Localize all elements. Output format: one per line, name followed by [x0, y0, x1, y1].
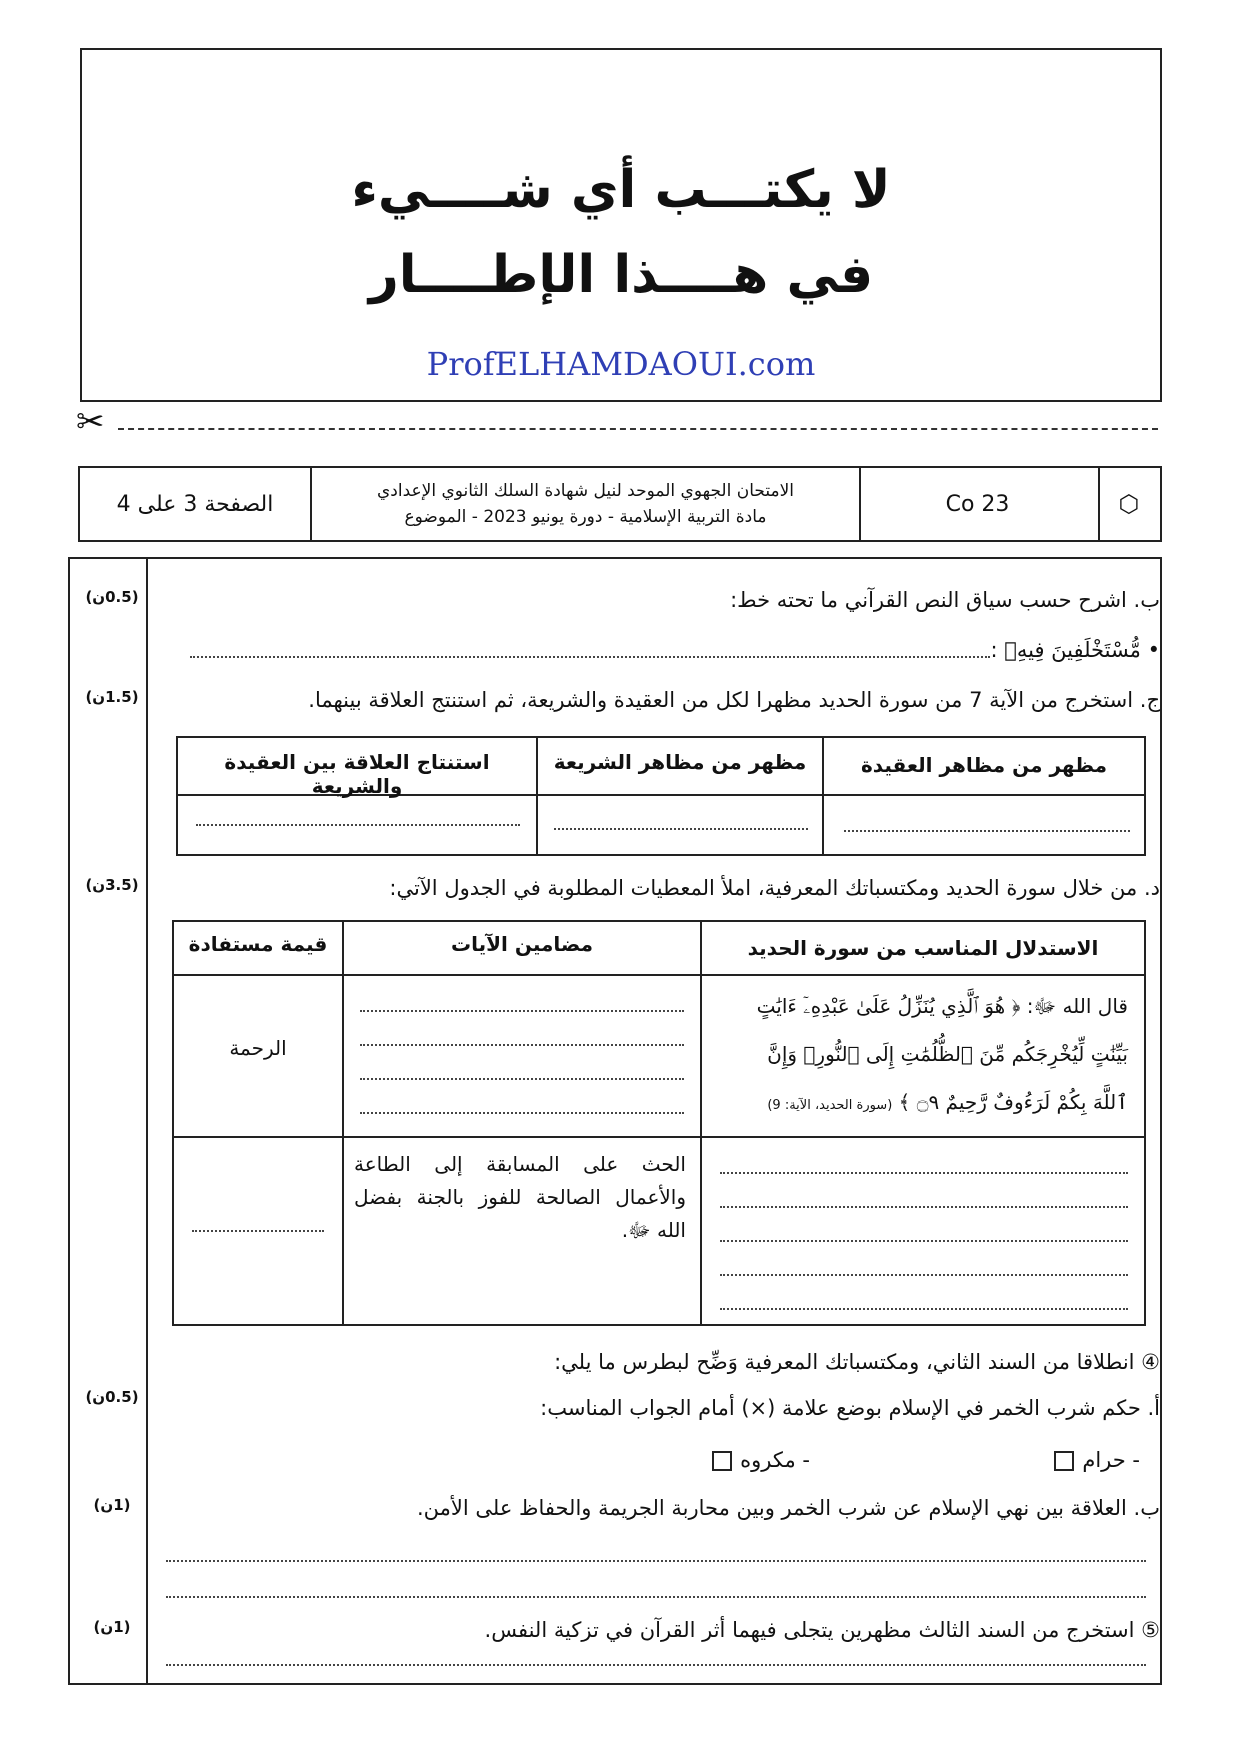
row1-verse-line3-wrap — [767, 1090, 1128, 1114]
table1-header-aqida: مظهر من مظاهر العقيدة — [860, 753, 1108, 777]
answer-line-5[interactable] — [166, 1664, 1146, 1666]
option-haram-label: - حرام — [1082, 1448, 1140, 1472]
points-q5: (1ن) — [93, 1618, 131, 1636]
row2-value-answer[interactable] — [192, 1230, 324, 1232]
row1-value: الرحمة — [229, 1036, 287, 1060]
row2-evidence-line1[interactable] — [720, 1172, 1128, 1174]
do-not-write-line2: في هــــذا الإطــــار — [368, 245, 874, 305]
points-c: (1.5ن) — [85, 688, 139, 706]
table1-answer-sharia[interactable] — [554, 828, 808, 830]
row1-verse-line2: بَيِّنَٰتٍ لِّيُخْرِجَكُم مِّنَ ٱلظُّلُمَٰتِ إِلَى ٱلنُّورِۚ وَإِنَّ — [767, 1042, 1128, 1066]
question-d: د. من خلال سورة الحديد ومكتسباتك المعرفية، املأ المعطيات المطلوبة في الجدول الآتي: — [389, 876, 1160, 900]
row1-verse-line3: ٱللَّهَ بِكُمْ لَرَءُوفٌ رَّحِيمٌ ۝٩ ﴾ — [898, 1090, 1128, 1114]
row2-evidence-line5[interactable] — [720, 1308, 1128, 1310]
question-b: ب. اشرح حسب سياق النص القرآني ما تحته خط: — [730, 588, 1160, 612]
points-d: (3.5ن) — [85, 876, 139, 894]
table1-answer-relation[interactable] — [196, 824, 520, 826]
option-makruh[interactable] — [704, 1448, 810, 1472]
table1-answer-aqida[interactable] — [844, 830, 1130, 832]
question-4a: أ. حكم شرب الخمر في الإسلام بوضع علامة (×) أمام الجواب المناسب: — [540, 1396, 1160, 1420]
row2-evidence-line3[interactable] — [720, 1240, 1128, 1242]
table1-header-sharia: مظهر من مظاهر الشريعة — [553, 750, 807, 774]
row1-content-line1[interactable] — [360, 1010, 684, 1012]
hexagon-icon: ⬡ — [1118, 490, 1140, 518]
row1-verse-reference: (سورة الحديد، الآية: 9) — [767, 1098, 893, 1113]
checkbox-makruh[interactable] — [712, 1451, 732, 1471]
table-aqida-sharia — [176, 736, 1146, 856]
watermark: ProfELHAMDAOUI.com — [426, 345, 816, 383]
question-4b: ب. العلاقة بين نهي الإسلام عن شرب الخمر وبين محاربة الجريمة والحفاظ على الأمن. — [417, 1496, 1160, 1520]
answer-line-4b-1[interactable] — [166, 1560, 1146, 1562]
question-b-item — [991, 638, 1161, 662]
question-b-term: • مُّسْتَخْلَفِينَ فِيهِۖ : — [990, 638, 1160, 662]
page-number: الصفحة 3 على 4 — [116, 491, 274, 517]
option-haram[interactable] — [1046, 1448, 1140, 1472]
do-not-write-box — [80, 48, 1162, 402]
table1-header-relation: استنتاج العلاقة بين العقيدة والشريعة — [224, 750, 490, 798]
points-q4b: (1ن) — [93, 1496, 131, 1514]
question-5: ⑤ استخرج من السند الثالث مظهرين يتجلى فيهما أثر القرآن في تزكية النفس. — [484, 1618, 1160, 1642]
row1-verse-line1: قال الله ﷻ: ﴿ هُوَ ٱلَّذِي يُنَزِّلُ عَلَىٰ عَبْدِهِۦٓ ءَايَٰتٍ — [756, 994, 1128, 1018]
exam-header — [78, 466, 1162, 542]
table2-header-evidence: الاستدلال المناسب من سورة الحديد — [747, 936, 1099, 960]
checkbox-haram[interactable] — [1054, 1451, 1074, 1471]
row1-content-line2[interactable] — [360, 1044, 684, 1046]
cut-line — [118, 428, 1158, 430]
row2-evidence-line4[interactable] — [720, 1274, 1128, 1276]
exam-subtitle: مادة التربية الإسلامية - دورة يونيو 2023 - الموضوع — [404, 507, 767, 527]
points-b: (0.5ن) — [85, 588, 139, 606]
row2-evidence-line2[interactable] — [720, 1206, 1128, 1208]
answer-line-4b-2[interactable] — [166, 1596, 1146, 1598]
exam-title: الامتحان الجهوي الموحد لنيل شهادة السلك الثانوي الإعدادي — [376, 481, 795, 501]
row1-content-line4[interactable] — [360, 1112, 684, 1114]
row1-content-line3[interactable] — [360, 1078, 684, 1080]
table2-header-value: قيمة مستفادة — [188, 932, 328, 956]
exam-code: Co 23 — [857, 468, 1100, 540]
option-makruh-label: - مكروه — [740, 1448, 810, 1472]
table-surat-hadid — [172, 920, 1146, 1326]
exam-title-cell — [310, 468, 861, 540]
scissors-icon: ✂ — [76, 402, 105, 442]
answer-line-b[interactable] — [190, 656, 990, 658]
question-4: ④ انطلاقا من السند الثاني، ومكتسباتك المعرفية وَضِّح لبطرس ما يلي: — [554, 1350, 1160, 1374]
question-c: ج. استخرج من الآية 7 من سورة الحديد مظهرا لكل من العقيدة والشريعة، ثم استنتج العلاقة بينهما. — [308, 688, 1160, 712]
row2-content: الحث على المسابقة إلى الطاعة والأعمال الصالحة للفوز بالجنة بفضل الله ﷻ. — [354, 1152, 686, 1242]
do-not-write-line1: لا يكتـــب أي شــــيء — [351, 160, 891, 220]
table2-header-contents: مضامين الآيات — [451, 932, 593, 956]
points-margin-divider — [146, 557, 148, 1685]
points-q4a: (0.5ن) — [85, 1388, 139, 1406]
